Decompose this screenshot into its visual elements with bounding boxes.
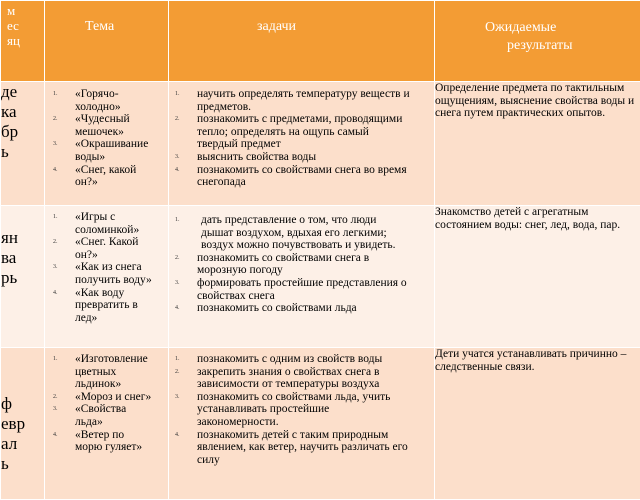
theme-item: 4. «Как воду превратить в лед» [45, 287, 168, 325]
task-item: 4. познакомить со свойствами снега во время снегопада [169, 164, 434, 189]
task-item: 2. познакомить со свойствами снега в морозную погоду [169, 252, 434, 277]
task-item: 2. закрепить знания о свойствах снега в зависимости от температуры воздуха [169, 366, 434, 391]
table-header-row [1, 1, 640, 82]
table-row-december [1, 82, 640, 206]
header-theme: Тема [45, 1, 169, 82]
task-item: 4. познакомить детей с таким природным явлением, как ветер, научить различать его силу [169, 429, 434, 467]
results-cell: Знакомство детей с агрегатным состоянием воды: снег, лед, вода, пар. [435, 206, 640, 348]
results-cell: Дети учатся устанавливать причинно – следственные связи. [435, 348, 640, 500]
theme-item: 1. «Горячо- холодно» [45, 88, 168, 113]
tasks-cell [169, 206, 435, 348]
theme-item: 4. «Ветер по морю гуляет» [45, 429, 168, 454]
task-item: 3. формировать простейшие представления о свойствах снега [169, 277, 434, 302]
themes-cell [45, 82, 169, 206]
task-item: 1. познакомить с одним из свойств воды [169, 353, 434, 366]
table-row-february [1, 348, 640, 500]
theme-item: 3. «Свойства льда» [45, 403, 168, 428]
task-item: 3. познакомить со свойствами льда, учить устанавливать простейшие закономерности. [169, 391, 434, 429]
theme-item: 1. «Игры с соломинкой» [45, 211, 168, 236]
task-item: 4. познакомить со свойствами льда [169, 302, 434, 315]
results-cell: Определение предмета по тактильным ощущениям, выяснение свойства воды и снега путем практических опытов. [435, 82, 640, 206]
table-row-january [1, 206, 640, 348]
task-item: 1. научить определять температуру веществ и предметов. [169, 88, 434, 113]
header-tasks: задачи [169, 1, 435, 82]
header-month: м ес яц [1, 1, 45, 82]
month-cell: де ка бр ь [1, 82, 45, 206]
theme-item: 3. «Как из снега получить воду» [45, 261, 168, 286]
themes-cell [45, 348, 169, 500]
task-item: 1. дать представление о том, что люди дышат воздухом, вдыхая его легкими; воздух можно почувствовать и увидеть. [169, 214, 434, 252]
theme-item: 2. «Чудесный мешочек» [45, 113, 168, 138]
tasks-cell [169, 82, 435, 206]
theme-item: 4. «Снег, какой он?» [45, 164, 168, 189]
tasks-cell [169, 348, 435, 500]
themes-cell [45, 206, 169, 348]
month-cell: ф евр ал ь [1, 348, 45, 500]
theme-item: 2. «Мороз и снег» [45, 391, 168, 404]
theme-item: 1. «Изготовление цветных льдинок» [45, 353, 168, 391]
theme-item: 3. «Окрашивание воды» [45, 138, 168, 163]
month-cell: ян ва рь [1, 206, 45, 348]
task-item: 3. выяснить свойства воды [169, 151, 434, 164]
theme-item: 2. «Снег. Какой он?» [45, 236, 168, 261]
header-results: Ожидаемые результаты [435, 1, 640, 82]
task-item: 2. познакомить с предметами, проводящими тепло; определять на ощупь самый твердый предмет [169, 113, 434, 151]
